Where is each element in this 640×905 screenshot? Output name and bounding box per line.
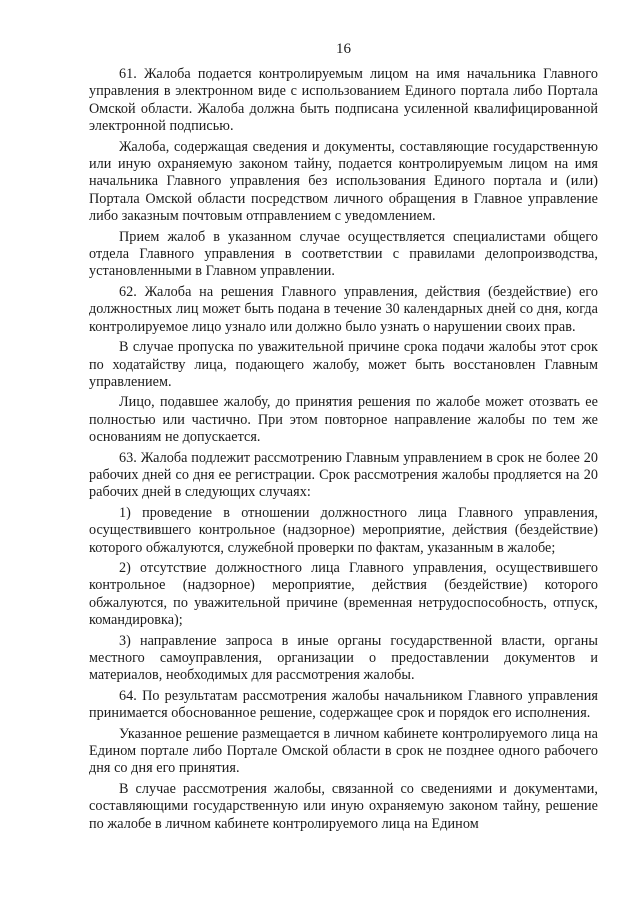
page-number: 16 — [336, 41, 351, 57]
paragraph-63: 63. Жалоба подлежит рассмотрению Главным управлением в срок не более 20 рабочих дней со дня ее регистрации. Срок рассмотрения жалобы продляется на 20 рабочих дней в следующих случаях: — [89, 449, 598, 501]
list-item-1: 1) проведение в отношении должностного лица Главного управления, осуществившего контрольное (надзорное) мероприятие, действия (бездействие) которого обжалуются, служебной проверки по фактам, указанным в жалобе; — [89, 504, 598, 556]
paragraph-deadline-restore: В случае пропуска по уважительной причине срока подачи жалобы этот срок по ходатайству лица, подающего жалобу, может быть восстановлен Главным управлением. — [89, 339, 598, 390]
list-item-2: 2) отсутствие должностного лица Главного управления, осуществившего контрольное (надзорное) мероприятие, действия (бездействие) которого обжалуются, по уважительной причине (временная нетрудоспособность, отпуск, командировка); — [89, 559, 598, 629]
paragraph-secret-decision: В случае рассмотрения жалобы, связанной со сведениями и документами, составляющими государственную или иную охраняемую законом тайну, решение по жалобе в личном кабинете контролируемого лица на Едином — [89, 780, 598, 832]
paragraph-decision-placement: Указанное решение размещается в личном кабинете контролируемого лица на Едином портале либо Портале Омской области в срок не позднее одного рабочего дня со дня его принятия. — [89, 725, 598, 777]
paragraph-61: 61. Жалоба подается контролируемым лицом на имя начальника Главного управления в электронном виде с использованием Единого портала либо Портала Омской области. Жалоба должна быть подписана усиленной квалифицированной электронной подписью. — [89, 66, 598, 135]
paragraph-withdrawal: Лицо, подавшее жалобу, до принятия решения по жалобе может отозвать ее полностью или частично. При этом повторное направление жалобы по тем же основаниям не допускается. — [89, 394, 598, 446]
paragraph-62: 62. Жалоба на решения Главного управления, действия (бездействие) его должностных лиц может быть подана в течение 30 календарных дней со дня, когда контролируемое лицо узнало или должно было узнать о нарушении своих прав. — [89, 283, 598, 335]
paragraph-complaint-reception: Прием жалоб в указанном случае осуществляется специалистами общего отдела Главного управления в соответствии с правилами делопроизводства, установленными в Главном управлении. — [89, 228, 598, 280]
paragraph-secret-complaint: Жалоба, содержащая сведения и документы, составляющие государственную или иную охраняемую законом тайну, подается контролируемым лицом на имя начальника Главного управления без использования Единого портала и (или) Портала Омской области посредством личного обращения в Главное управление либо заказным почтовым отправлением с уведомлением. — [89, 138, 598, 225]
list-item-3: 3) направление запроса в иные органы государственной власти, органы местного самоуправления, организации о предоставлении документов и материалов, необходимых для рассмотрения жалобы. — [89, 632, 598, 684]
paragraph-64: 64. По результатам рассмотрения жалобы начальником Главного управления принимается обоснованное решение, содержащее срок и порядок его исполнения. — [89, 687, 598, 722]
